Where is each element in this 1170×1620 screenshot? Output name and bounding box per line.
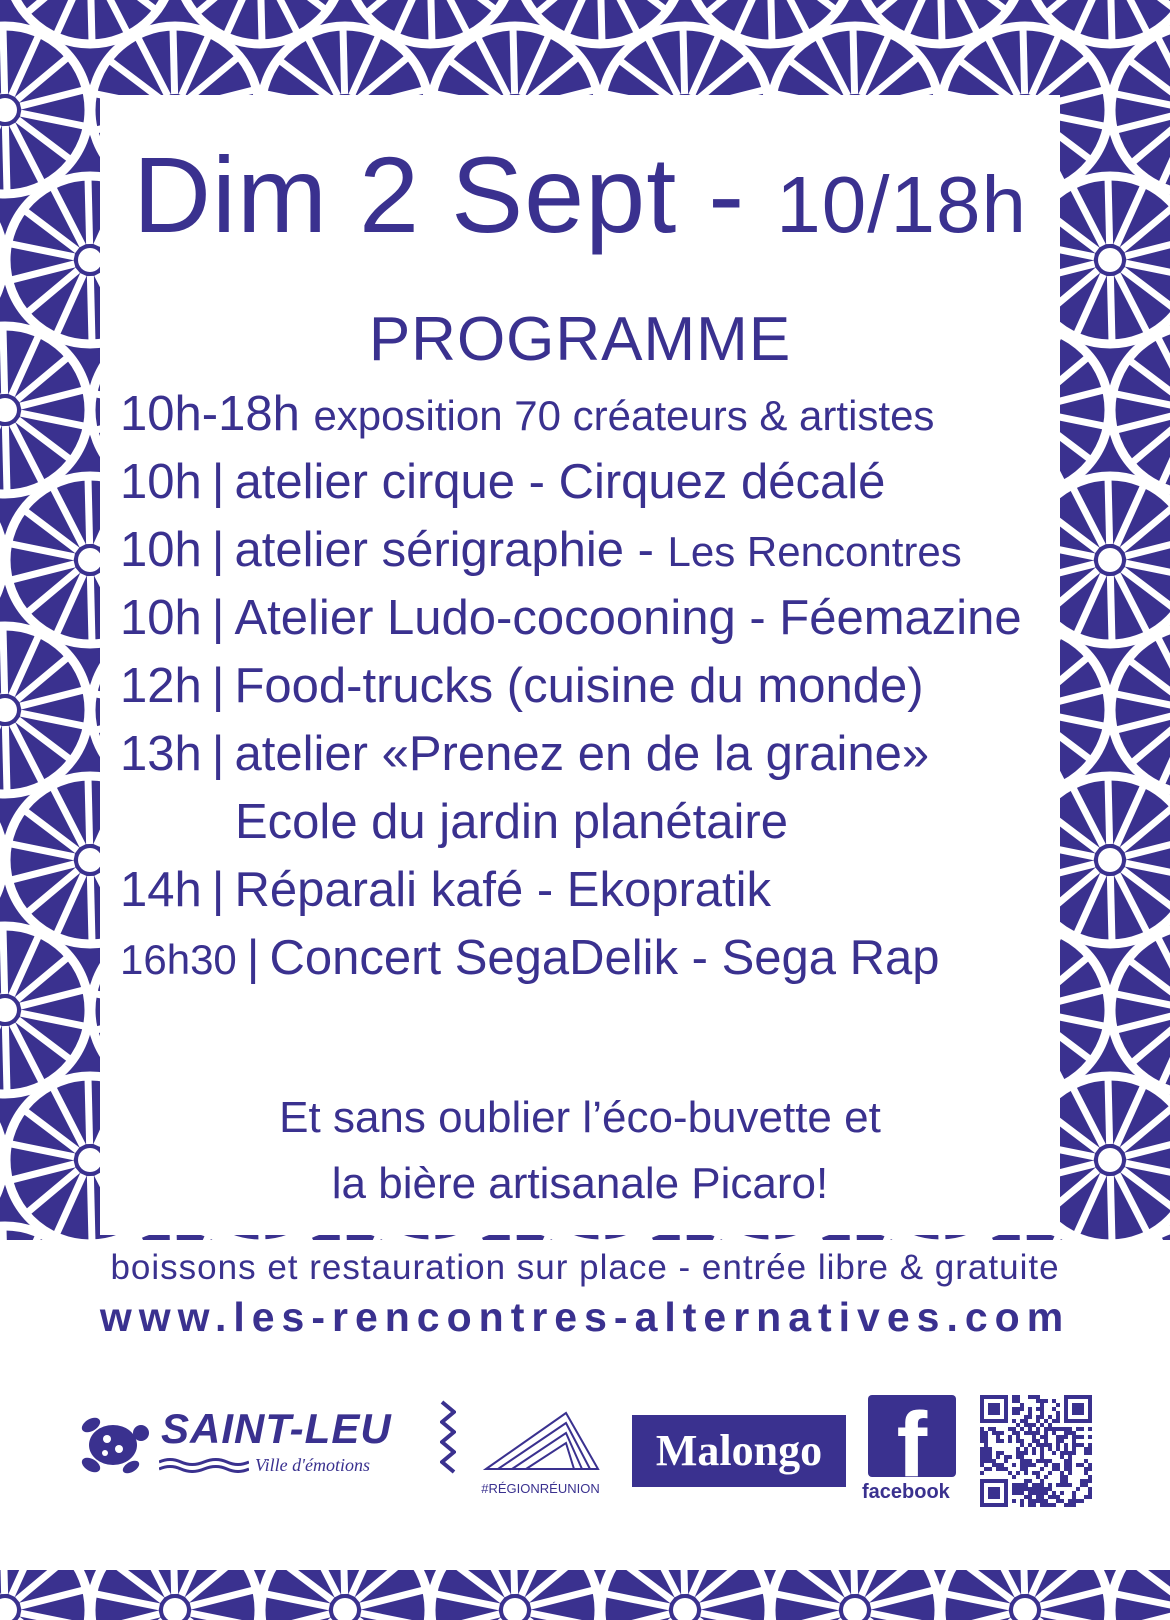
region-reunion-label: #RÉGIONRÉUNION [481,1481,600,1496]
website-link[interactable]: www.les-rencontres-alternatives.com [99,1294,1071,1340]
schedule-item [120,652,1050,720]
footer-info: boissons et restauration sur place - entrée libre & gratuite [110,1248,1060,1287]
qr-code-icon[interactable] [980,1395,1092,1507]
facebook-label[interactable]: facebook [862,1481,950,1503]
zigzag-divider-icon [440,1400,456,1480]
schedule-time: 12h [120,659,202,713]
event-date-heading [100,135,1060,265]
schedule-item [120,924,1050,992]
schedule-time: 10h-18h [120,387,300,441]
closing-line-1: Et sans oublier l’éco-buvette et [279,1093,881,1142]
programme-title: PROGRAMME [368,305,792,374]
schedule-time: 13h [120,727,202,781]
schedule-separator: | [211,659,225,713]
schedule-item [120,516,1050,584]
schedule-activity: Concert SegaDelik - Sega Rap [269,931,940,985]
schedule-activity: exposition 70 créateurs & artistes [313,392,935,439]
schedule-item [120,380,1050,448]
schedule-activity: Food-trucks (cuisine du monde) [234,659,924,713]
malongo-logo: Malongo [632,1415,846,1487]
schedule-separator: | [211,591,225,645]
sponsor-logos [0,1365,1170,1515]
closing-line-2: la bière artisanale Picaro! [331,1159,829,1208]
schedule-list [120,380,1050,992]
schedule-item [120,856,1050,924]
saint-leu-name: SAINT-LEU [161,1405,392,1452]
schedule-activity: atelier «Prenez en de la graine» [234,727,930,781]
schedule-activity: atelier sérigraphie - [234,523,654,577]
schedule-host: Les Rencontres [667,528,962,575]
facebook-letter: f [896,1394,928,1496]
event-date: Dim 2 Sept [133,134,678,255]
schedule-time: 10h [120,523,202,577]
saint-leu-logo [75,1405,415,1485]
schedule-activity: atelier cirque - Cirquez décalé [234,455,886,509]
date-separator: - [708,134,746,255]
schedule-time: 10h [120,591,202,645]
schedule-activity: Réparali kafé - Ekopratik [234,863,772,917]
schedule-item [120,584,1050,652]
schedule-separator: | [211,727,225,781]
schedule-separator: | [211,523,225,577]
event-hours: 10/18h [776,160,1027,249]
schedule-separator: | [246,931,260,985]
schedule-time: 10h [120,455,202,509]
closing-note [100,1085,1060,1217]
schedule-item-continuation: Ecole du jardin planétaire [235,795,788,849]
schedule-item [120,720,1050,788]
region-reunion-logo [478,1405,603,1500]
schedule-time: 14h [120,863,202,917]
schedule-activity: Atelier Ludo-cocooning - Féemazine [234,591,1022,645]
footer [0,1240,1170,1570]
schedule-time: 16h30 [120,936,237,983]
schedule-separator: | [211,863,225,917]
schedule-item [120,448,1050,516]
schedule-separator: | [211,455,225,509]
programme-panel [100,95,1060,1235]
saint-leu-tagline: Ville d'émotions [255,1455,370,1475]
wave-icon [159,1457,249,1473]
turtle-icon [75,1409,153,1479]
volcano-icon [478,1405,603,1475]
